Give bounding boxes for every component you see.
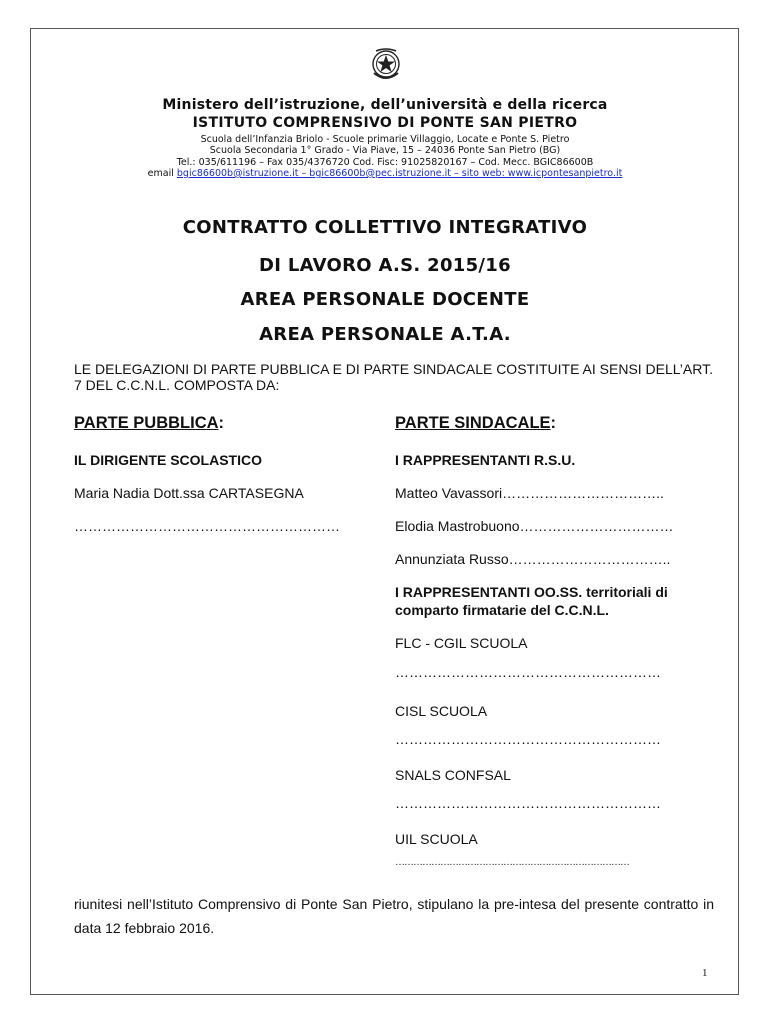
header-address-line: Scuola Secondaria 1° Grado - Via Piave, 15 – 24036 Ponte San Pietro (BG) xyxy=(209,145,561,156)
unions-heading-line1: I RAPPRESENTANTI OO.SS. territoriali di xyxy=(395,584,668,600)
school-director-name: Maria Nadia Dott.ssa CARTASEGNA xyxy=(74,485,304,501)
page-number: 1 xyxy=(702,967,708,979)
union-snals-signature-line: ………………………………………………… xyxy=(395,795,661,811)
union-uil-signature-line: …………………………………………………………………… xyxy=(395,857,629,868)
email-website-link[interactable]: bgic86600b@istruzione.it – bgic86600b@pec.istruzione.it – sito web: www.icpontesanpietro.it xyxy=(176,168,623,179)
institute-name: ISTITUTO COMPRENSIVO DI PONTE SAN PIETRO xyxy=(192,115,578,131)
document-title-line4: AREA PERSONALE A.T.A. xyxy=(259,324,511,345)
rsu-representative-3: Annunziata Russo…………………………….. xyxy=(395,551,671,567)
union-cisl: CISL SCUOLA xyxy=(395,703,488,719)
header-contacts-line: Tel.: 035/611196 – Fax 035/4376720 Cod. Fisc: 91025820167 – Cod. Mecc. BGIC86600B xyxy=(176,157,594,168)
header-email-line xyxy=(60,168,710,179)
public-party-heading: PARTE PUBBLICA: xyxy=(74,414,225,432)
rsu-representative-1: Matteo Vavassori…………………………….. xyxy=(395,485,664,501)
header-schools-line: Scuola dell’Infanzia Briolo - Scuole primarie Villaggio, Locate e Ponte S. Pietro xyxy=(200,134,570,145)
union-cisl-signature-line: ………………………………………………… xyxy=(395,731,661,747)
closing-paragraph: riunitesi nell’Istituto Comprensivo di Ponte San Pietro, stipulano la pre-intesa del presente contratto in data 12 febbraio 2016. xyxy=(74,896,714,936)
unions-heading-line2: comparto firmatarie del C.C.N.L. xyxy=(395,602,609,618)
school-director-signature-line: ………………………………………………… xyxy=(74,518,340,534)
document-title-line2: DI LAVORO A.S. 2015/16 xyxy=(259,255,511,276)
union-uil: UIL SCUOLA xyxy=(395,831,478,847)
italian-republic-emblem-icon xyxy=(370,47,402,83)
union-party-heading-text: PARTE SINDACALE xyxy=(395,414,551,432)
school-director-role: IL DIRIGENTE SCOLASTICO xyxy=(74,452,262,468)
union-party-heading: PARTE SINDACALE: xyxy=(395,414,557,432)
ministry-name: Ministero dell’istruzione, dell’università e della ricerca xyxy=(162,97,608,113)
email-label: email xyxy=(147,168,177,179)
rsu-heading: I RAPPRESENTANTI R.S.U. xyxy=(395,452,576,468)
union-snals: SNALS CONFSAL xyxy=(395,767,511,783)
union-flc-cgil-signature-line: ………………………………………………… xyxy=(395,664,661,680)
delegation-paragraph: LE DELEGAZIONI DI PARTE PUBBLICA E DI PARTE SINDACALE COSTITUITE AI SENSI DELL’ART. 7 DEL C.C.N.L. COMPOSTA DA: xyxy=(74,361,714,393)
document-title-line1: CONTRATTO COLLETTIVO INTEGRATIVO xyxy=(182,217,588,238)
rsu-representative-2: Elodia Mastrobuono…………………………… xyxy=(395,518,674,534)
union-flc-cgil: FLC - CGIL SCUOLA xyxy=(395,635,528,651)
document-title-line3: AREA PERSONALE DOCENTE xyxy=(240,289,530,310)
public-party-heading-text: PARTE PUBBLICA xyxy=(74,414,219,432)
